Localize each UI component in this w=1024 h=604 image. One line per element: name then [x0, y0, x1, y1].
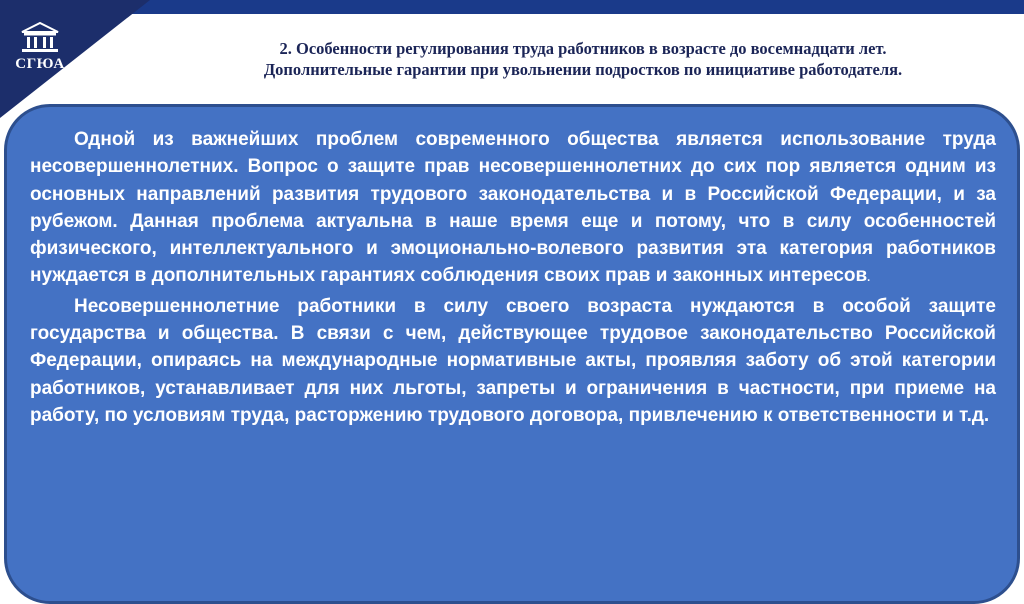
paragraph-1-text: Одной из важнейших проблем современного общества является использование труда несовершеннолетних. Вопрос о защите прав несовершеннолетних до сих пор является одним из основных направлений развития трудового законодательства и в Российской Федерации, и за рубежом. Данная проблема актуальна в наше время еще и потому, что в силу особенностей физического, интеллектуального и эмоционально-волевого развития эта категория работников нуждается в дополнительных гарантиях соблюдения своих прав и законных интересов: [30, 129, 996, 287]
courthouse-icon: [18, 20, 62, 54]
page-title: [150, 38, 1016, 80]
title-line-1: 2. Особенности регулирования труда работников в возрасте до восемнадцати лет.: [279, 39, 887, 58]
title-line-2: Дополнительные гарантии при увольнении подростков по инициативе работодателя.: [263, 60, 903, 79]
paragraph-2: Несовершеннолетние работники в силу своего возраста нуждаются в особой защите государства и общества. В связи с чем, действующее трудовое законодательство Российской Федерации, опираясь на международные нормативные акты, проявляя заботу об этой категории работников, устанавливает для них льготы, запреты и ограничения в частности, при приеме на работу, по условиям труда, расторжению трудового договора, привлечению к ответственности и т.д.: [30, 295, 996, 426]
paragraph-1: [30, 126, 996, 293]
header-stripe: [0, 0, 1024, 14]
paragraph-1-end: .: [867, 272, 871, 285]
logo-text: СГЮА: [15, 56, 65, 72]
body-text: [30, 126, 996, 429]
logo: [8, 20, 72, 76]
